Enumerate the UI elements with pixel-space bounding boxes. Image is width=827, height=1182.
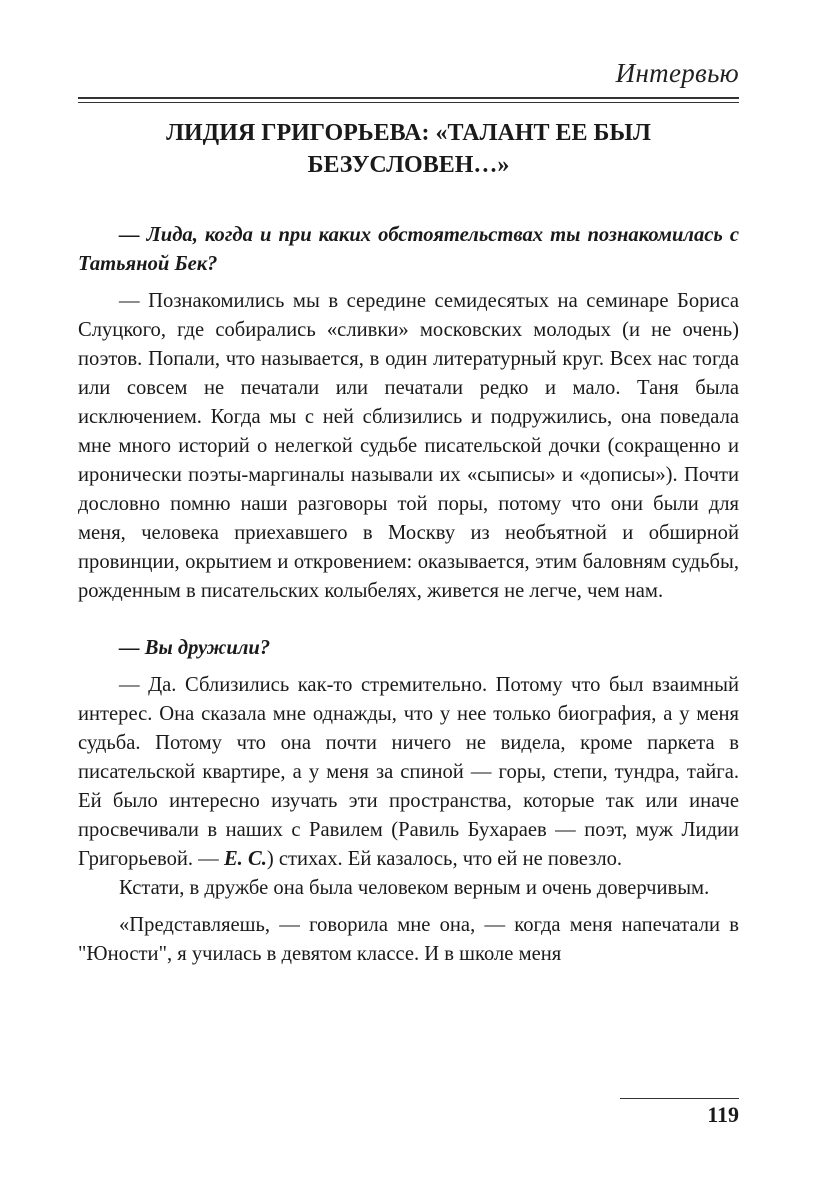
footer-rule [620, 1098, 739, 1099]
answer-2-end: ) стихах. Ей казалось, что ей не повезло. [266, 848, 623, 870]
answer-2-text: — Да. Сблизились как-то стремительно. Потому что был взаимный интерес. Она сказала мне однажды, что у нее только биография, а у меня судьба. Потому что она почти ничего не видела, кроме паркета в писательской квартире, а у меня за спиной — горы, степи, тундра, тайга. Ей было интересно изучать эти пространства, которые так или иначе просвечивали в наших с Равилем (Равиль Бухараев — поэт, муж Лидии Григорьевой. — [78, 674, 739, 870]
answer-1: — Познакомились мы в середине семидесятых на семинаре Бориса Слуцкого, где собирались «сливки» московских молодых (и не очень) поэтов. Попали, что называется, в один литературный круг. Всех нас тогда или совсем не печатали или печатали редко и мало. Таня была исключением. Когда мы с ней сблизились и подружились, она поведала мне много историй о нелегкой судьбе писательской дочки (сокращенно и иронически поэты-маргиналы называли их «сыписы» и «дописы»). Почти дословно помню наши разговоры той поры, потому что они были для меня, человека приехавшего в Москву из необъятной и обширной провинции, окрытием и откровением: оказывается, этим баловням судьбы, рожденным в писательских колыбелях, живется не легче, чем нам. [78, 290, 739, 602]
answer-2 [78, 671, 739, 874]
running-head-section: Интервью [615, 58, 739, 88]
question-1: — Лида, когда и при каких обстоятельствах ты познакомилась с Татьяной Бек? [78, 224, 739, 275]
paragraph-gap [78, 279, 739, 287]
author-initials: Е. С. [223, 848, 267, 870]
title-line-2: БЕЗУСЛОВЕН…» [307, 152, 510, 178]
paragraph-gap [78, 903, 739, 911]
title-line-1: ЛИДИЯ ГРИГОРЬЕВА: «ТАЛАНТ ЕЕ БЫЛ [166, 120, 651, 146]
paragraph-4: «Представляешь, — говорила мне она, — когда меня напечатали в "Юности", я училась в девятом классе. И в школе меня [78, 914, 739, 965]
question-2: — Вы дружили? [119, 637, 271, 659]
paragraph-3: Кстати, в дружбе она была человеком верным и очень доверчивым. [119, 877, 710, 899]
header-divider [78, 97, 739, 103]
page-title [78, 117, 739, 181]
section-gap [78, 606, 739, 634]
paragraph-gap [78, 663, 739, 671]
article-body [78, 221, 739, 969]
page-number: 119 [707, 1102, 739, 1127]
